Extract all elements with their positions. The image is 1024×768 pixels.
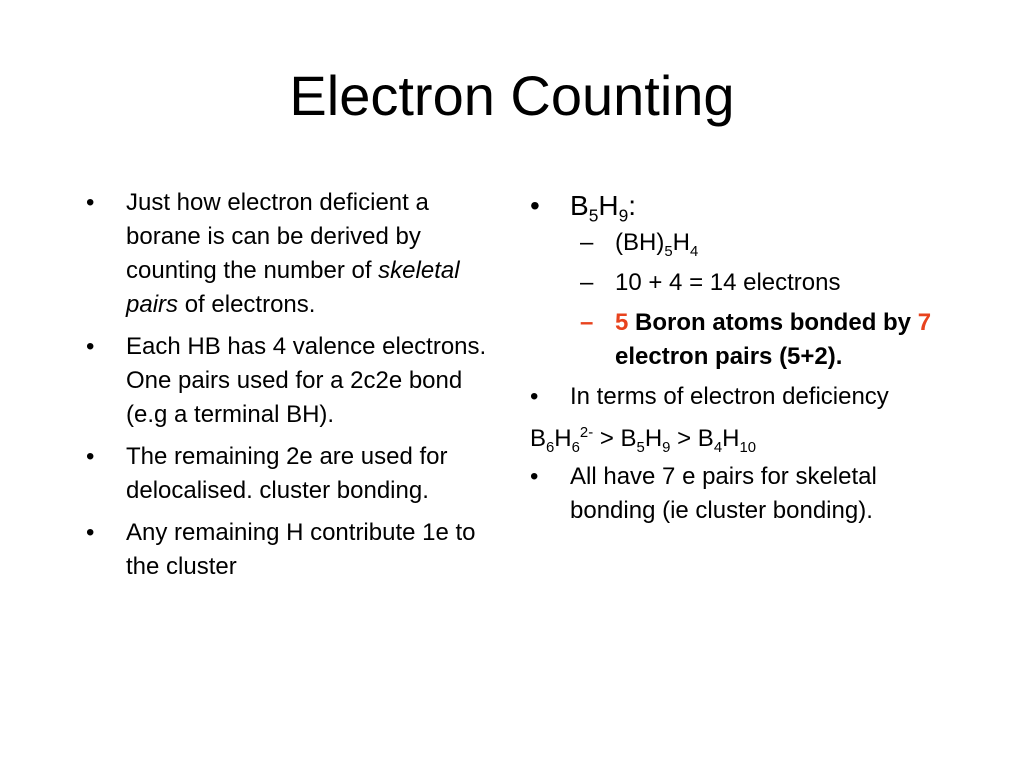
dash-mark: – [580, 269, 594, 296]
left-bullet-3 [86, 440, 506, 508]
left-bullet-text: Just how electron deficient a borane is can be derived by counting the number of skeletal pairs of electrons. [126, 189, 460, 318]
bullet-mark: • [86, 443, 95, 470]
dash-mark: – [580, 229, 594, 256]
bullet-mark: • [530, 463, 539, 490]
left-bullet-text: Each HB has 4 valence electrons. One pairs used for a 2c2e bond (e.g a terminal BH). [126, 333, 487, 428]
bullet-mark: • [86, 519, 95, 546]
deficiency-order-line: $B_6H_6^{2-} > B_5H_9 > B_4H_{10}$ [530, 425, 756, 456]
left-bullet-text: Any remaining H contribute 1e to the cluster [126, 519, 476, 580]
sub-item-bh-formula [530, 226, 950, 260]
deficiency-bullet [530, 380, 950, 414]
sub-item-electron-sum [530, 266, 950, 300]
electron-sum-text: 10 + 4 = 14 electrons [615, 269, 841, 296]
sub-item-boron-pairs [530, 306, 950, 374]
left-column [86, 186, 506, 592]
bullet-mark: • [530, 190, 540, 221]
slide-title: Electron Counting [289, 64, 735, 127]
bullet-mark: • [86, 333, 95, 360]
formula-bullet [530, 186, 950, 226]
final-bullet-text: All have 7 e pairs for skeletal bonding (ie cluster bonding). [570, 463, 877, 524]
left-bullet-1 [86, 186, 506, 322]
final-bullet [530, 460, 950, 528]
boron-pairs-text: 5 Boron atoms bonded by 7 electron pairs (5+2). [615, 309, 932, 370]
dash-mark: – [580, 309, 594, 336]
bullet-mark: • [530, 383, 539, 410]
right-column [530, 186, 950, 536]
formula-b5h9: $B_5H_9$: [570, 190, 637, 226]
left-bullet-text: The remaining 2e are used for delocalised. cluster bonding. [126, 443, 448, 504]
deficiency-text: In terms of electron deficiency [570, 383, 889, 410]
bullet-mark: • [86, 189, 95, 216]
left-bullet-4 [86, 516, 506, 584]
left-bullet-2 [86, 330, 506, 432]
formula-bh5h4: $(BH)_5H_4$ [615, 229, 699, 260]
